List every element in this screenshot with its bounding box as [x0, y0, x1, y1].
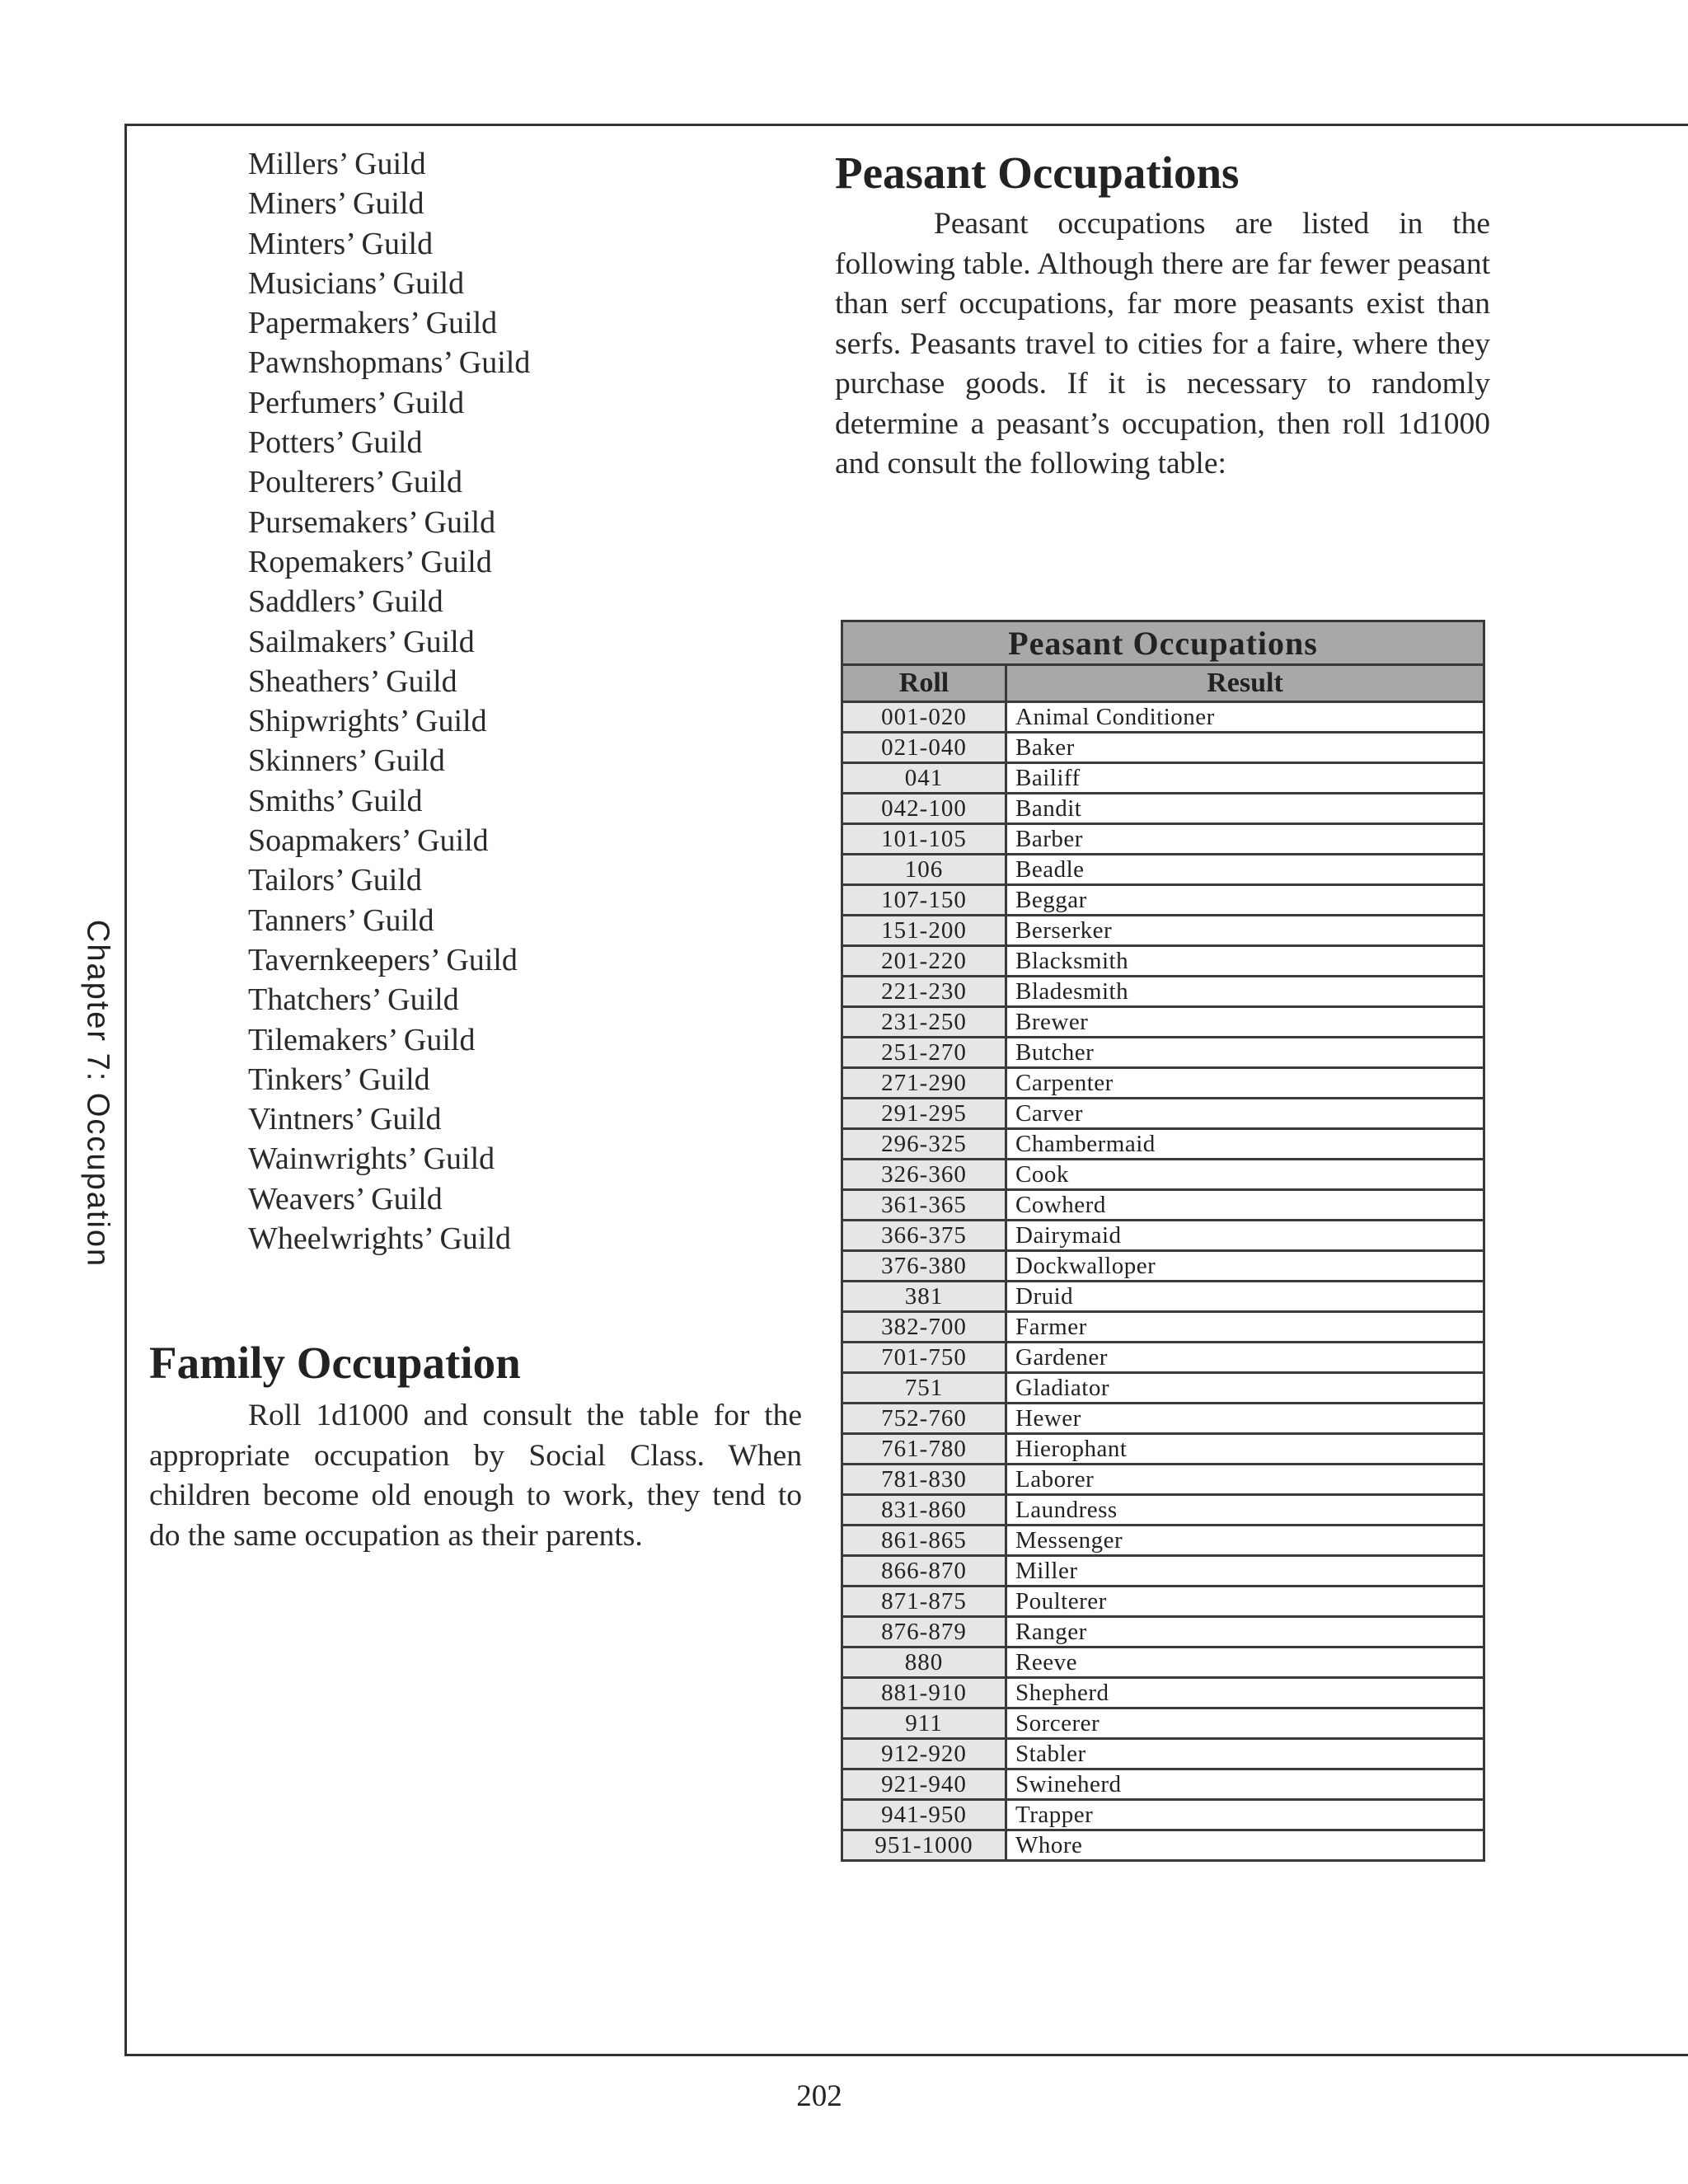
table-row: [842, 1251, 1484, 1282]
guild-list-item: Tavernkeepers’ Guild: [248, 942, 518, 977]
table-row: [842, 1647, 1484, 1678]
result-cell: Blacksmith: [1006, 946, 1484, 977]
table-row: [842, 946, 1484, 977]
table-row: [842, 1282, 1484, 1312]
result-cell: Brewer: [1006, 1007, 1484, 1038]
result-cell: Trapper: [1006, 1800, 1484, 1830]
result-cell: Laundress: [1006, 1495, 1484, 1526]
guild-list-item: Tinkers’ Guild: [248, 1062, 430, 1097]
roll-cell: 781-830: [842, 1465, 1006, 1495]
table-row: [842, 1586, 1484, 1617]
roll-cell: 761-780: [842, 1434, 1006, 1465]
guild-list-item: Miners’ Guild: [248, 186, 424, 222]
roll-cell: 001-020: [842, 702, 1006, 733]
roll-cell: 201-220: [842, 946, 1006, 977]
result-cell: Beggar: [1006, 885, 1484, 916]
guild-list-item: Musicians’ Guild: [248, 265, 465, 301]
roll-cell: 876-879: [842, 1617, 1006, 1647]
roll-cell: 251-270: [842, 1038, 1006, 1068]
chapter-side-label: Chapter 7: Occupation: [80, 919, 115, 1268]
table-row: [842, 1708, 1484, 1739]
table-row: [842, 1404, 1484, 1434]
guild-list-item: Minters’ Guild: [248, 226, 434, 261]
table-row: [842, 1434, 1484, 1465]
result-cell: Gardener: [1006, 1343, 1484, 1373]
table-row: [842, 1769, 1484, 1800]
roll-cell: 951-1000: [842, 1830, 1006, 1861]
result-cell: Baker: [1006, 733, 1484, 763]
guild-list-item: Skinners’ Guild: [248, 743, 445, 779]
result-cell: Sorcerer: [1006, 1708, 1484, 1739]
roll-cell: 042-100: [842, 794, 1006, 824]
table-row: [842, 1343, 1484, 1373]
result-cell: Barber: [1006, 824, 1484, 855]
result-cell: Dockwalloper: [1006, 1251, 1484, 1282]
roll-cell: 941-950: [842, 1800, 1006, 1830]
roll-cell: 221-230: [842, 977, 1006, 1007]
peasant-occupations-table: [841, 620, 1485, 1862]
roll-cell: 151-200: [842, 916, 1006, 946]
result-cell: Butcher: [1006, 1038, 1484, 1068]
table-row: [842, 1556, 1484, 1586]
guild-list-item: Saddlers’ Guild: [248, 584, 443, 620]
guild-list-item: Tilemakers’ Guild: [248, 1022, 476, 1057]
table-row: [842, 1160, 1484, 1190]
guild-list-item: Vintners’ Guild: [248, 1102, 442, 1137]
peasant-occupations-text: Peasant occupations are listed in the following table. Although there are far fewer peasant than serf occupations, far more peasants exist than serfs. Peasants travel to cities for a faire, where they purchase goods. If it is necessary to randomly determine a peasant’s occupation, then roll 1d1000 and consult the following table:: [835, 207, 1490, 480]
result-cell: Laborer: [1006, 1465, 1484, 1495]
result-cell: Farmer: [1006, 1312, 1484, 1343]
table-row: [842, 824, 1484, 855]
result-cell: Carpenter: [1006, 1068, 1484, 1099]
table-row: [842, 1465, 1484, 1495]
guild-list-item: Ropemakers’ Guild: [248, 544, 492, 579]
roll-cell: 871-875: [842, 1586, 1006, 1617]
table-row: [842, 733, 1484, 763]
result-cell: Swineherd: [1006, 1769, 1484, 1800]
family-occupation-heading: Family Occupation: [149, 1338, 521, 1388]
table-caption: Peasant Occupations: [842, 621, 1484, 665]
guild-list: [248, 144, 530, 1258]
table-row: [842, 1739, 1484, 1769]
guild-list-item: Pawnshopmans’ Guild: [248, 345, 531, 381]
table-row: [842, 1678, 1484, 1708]
roll-cell: 382-700: [842, 1312, 1006, 1343]
guild-list-item: Papermakers’ Guild: [248, 306, 498, 341]
guild-list-item: Wainwrights’ Guild: [248, 1141, 495, 1177]
table-row: [842, 977, 1484, 1007]
table-row: [842, 1800, 1484, 1830]
roll-cell: 106: [842, 855, 1006, 885]
roll-cell: 291-295: [842, 1099, 1006, 1129]
guild-list-item: Tailors’ Guild: [248, 863, 422, 898]
guild-list-item: Weavers’ Guild: [248, 1181, 443, 1216]
table-row: [842, 1129, 1484, 1160]
guild-list-item: Smiths’ Guild: [248, 783, 423, 818]
roll-cell: 831-860: [842, 1495, 1006, 1526]
roll-cell: 751: [842, 1373, 1006, 1404]
guild-list-item: Thatchers’ Guild: [248, 982, 459, 1018]
table-row: [842, 794, 1484, 824]
page-number: 202: [796, 2079, 842, 2113]
table-row: [842, 1190, 1484, 1221]
guild-list-item: Shipwrights’ Guild: [248, 704, 487, 739]
guild-list-item: Sheathers’ Guild: [248, 663, 457, 699]
result-cell: Dairymaid: [1006, 1221, 1484, 1251]
family-occupation-text: Roll 1d1000 and consult the table for the appropriate occupation by Social Class. When children become old enough to work, they tend to do the same occupation as their parents.: [149, 1399, 802, 1553]
roll-cell: 041: [842, 763, 1006, 794]
roll-cell: 881-910: [842, 1678, 1006, 1708]
result-cell: Carver: [1006, 1099, 1484, 1129]
result-cell: Beadle: [1006, 855, 1484, 885]
table-row: [842, 763, 1484, 794]
table-row: [842, 855, 1484, 885]
result-cell: Chambermaid: [1006, 1129, 1484, 1160]
roll-cell: 866-870: [842, 1556, 1006, 1586]
result-cell: Hewer: [1006, 1404, 1484, 1434]
result-cell: Ranger: [1006, 1617, 1484, 1647]
table-row: [842, 885, 1484, 916]
roll-cell: 701-750: [842, 1343, 1006, 1373]
guild-list-item: Poulterers’ Guild: [248, 465, 462, 500]
roll-cell: 861-865: [842, 1526, 1006, 1556]
table-body: [842, 702, 1484, 1861]
result-cell: Reeve: [1006, 1647, 1484, 1678]
result-cell: Bailiff: [1006, 763, 1484, 794]
result-cell: Shepherd: [1006, 1678, 1484, 1708]
roll-cell: 376-380: [842, 1251, 1006, 1282]
table-row: [842, 1221, 1484, 1251]
result-cell: Cowherd: [1006, 1190, 1484, 1221]
result-cell: Berserker: [1006, 916, 1484, 946]
roll-cell: 361-365: [842, 1190, 1006, 1221]
guild-list-item: Tanners’ Guild: [248, 902, 434, 938]
roll-cell: 912-920: [842, 1739, 1006, 1769]
table-row: [842, 1373, 1484, 1404]
table-row: [842, 1099, 1484, 1129]
family-occupation-paragraph: [149, 1396, 802, 1556]
roll-cell: 880: [842, 1647, 1006, 1678]
roll-column-header: Roll: [842, 665, 1006, 702]
roll-cell: 326-360: [842, 1160, 1006, 1190]
roll-cell: 107-150: [842, 885, 1006, 916]
roll-cell: 231-250: [842, 1007, 1006, 1038]
roll-cell: 381: [842, 1282, 1006, 1312]
table-row: [842, 1617, 1484, 1647]
roll-cell: 021-040: [842, 733, 1006, 763]
table-row: [842, 916, 1484, 946]
roll-cell: 752-760: [842, 1404, 1006, 1434]
table-row: [842, 1830, 1484, 1861]
peasant-occupations-paragraph: [835, 204, 1490, 485]
result-cell: Poulterer: [1006, 1586, 1484, 1617]
result-column-header: Result: [1006, 665, 1484, 702]
guild-list-item: Potters’ Guild: [248, 425, 423, 461]
result-cell: Whore: [1006, 1830, 1484, 1861]
guild-list-item: Soapmakers’ Guild: [248, 823, 489, 859]
guild-list-item: Sailmakers’ Guild: [248, 624, 475, 659]
table-row: [842, 1007, 1484, 1038]
result-cell: Druid: [1006, 1282, 1484, 1312]
roll-cell: 101-105: [842, 824, 1006, 855]
result-cell: Cook: [1006, 1160, 1484, 1190]
guild-list-item: Perfumers’ Guild: [248, 385, 465, 420]
result-cell: Miller: [1006, 1556, 1484, 1586]
table-row: [842, 702, 1484, 733]
guild-list-item: Pursemakers’ Guild: [248, 504, 496, 540]
roll-cell: 911: [842, 1708, 1006, 1739]
result-cell: Bladesmith: [1006, 977, 1484, 1007]
table-row: [842, 1312, 1484, 1343]
result-cell: Bandit: [1006, 794, 1484, 824]
roll-cell: 921-940: [842, 1769, 1006, 1800]
guild-list-item: Wheelwrights’ Guild: [248, 1221, 512, 1257]
guild-list-item: Millers’ Guild: [248, 147, 426, 181]
table-row: [842, 1495, 1484, 1526]
table-row: [842, 1038, 1484, 1068]
table-row: [842, 1068, 1484, 1099]
result-cell: Gladiator: [1006, 1373, 1484, 1404]
result-cell: Animal Conditioner: [1006, 702, 1484, 733]
peasant-occupations-heading: Peasant Occupations: [835, 148, 1240, 198]
result-cell: Stabler: [1006, 1739, 1484, 1769]
result-cell: Hierophant: [1006, 1434, 1484, 1465]
table-row: [842, 1526, 1484, 1556]
roll-cell: 296-325: [842, 1129, 1006, 1160]
roll-cell: 271-290: [842, 1068, 1006, 1099]
result-cell: Messenger: [1006, 1526, 1484, 1556]
roll-cell: 366-375: [842, 1221, 1006, 1251]
